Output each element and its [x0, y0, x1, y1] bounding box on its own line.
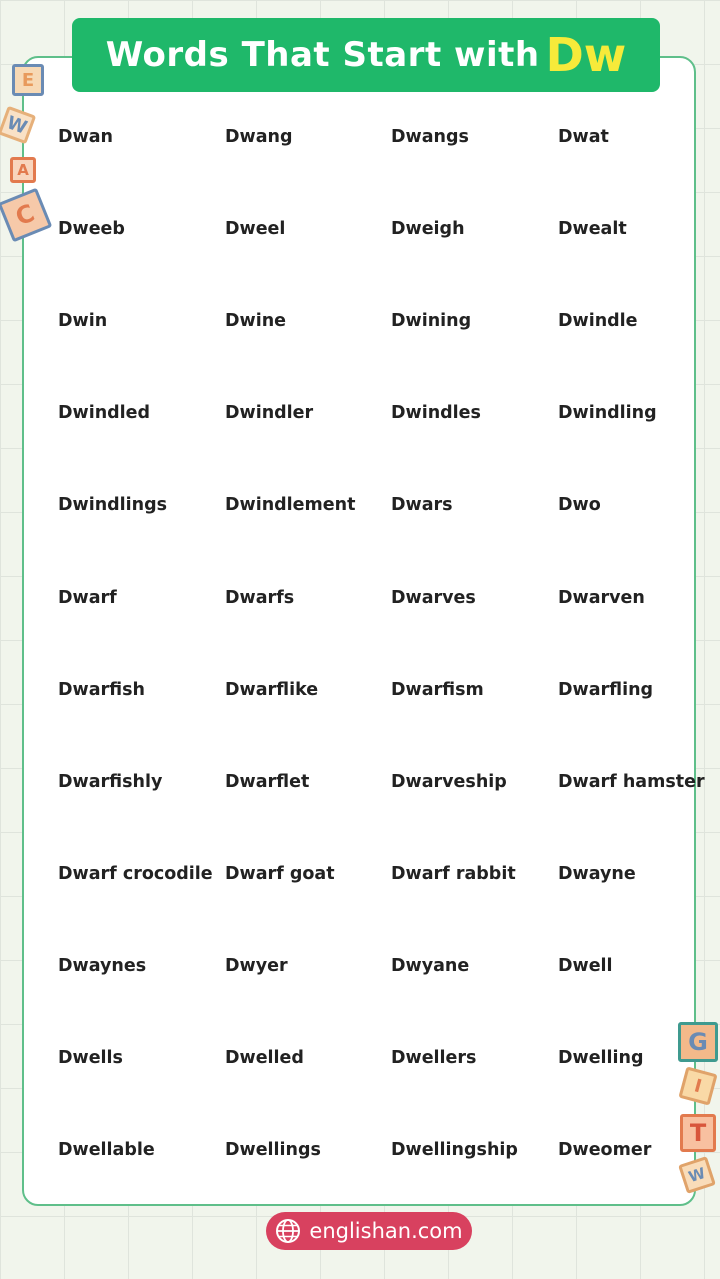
word-item: Dweomer: [558, 1140, 652, 1160]
word-item: Dwindles: [391, 403, 481, 423]
word-item: Dweigh: [391, 219, 465, 239]
word-item: Dwells: [58, 1048, 123, 1068]
word-item: Dwindler: [225, 403, 314, 423]
word-item: Dwealt: [558, 219, 627, 239]
word-item: Dwarveship: [391, 772, 507, 792]
word-item: Dwat: [558, 127, 609, 147]
letter-block-w-right: W: [678, 1156, 716, 1194]
word-item: Dwars: [391, 495, 453, 515]
word-item: Dwining: [391, 311, 472, 331]
letter-block-w: W: [0, 106, 36, 144]
word-item: Dwarfishly: [58, 772, 163, 792]
word-item: Dwarf goat: [225, 864, 335, 884]
word-item: Dwelled: [225, 1048, 304, 1068]
word-item: Dwellingship: [391, 1140, 518, 1160]
globe-icon: [275, 1218, 301, 1244]
letter-block-c: C: [0, 188, 52, 243]
word-item: Dwarves: [391, 588, 476, 608]
word-item: Dwarf crocodile: [58, 864, 213, 884]
word-item: Dwarfism: [391, 680, 484, 700]
page-title: Words That Start with: [105, 35, 540, 75]
word-item: Dwindlement: [225, 495, 356, 515]
word-item: Dwelling: [558, 1048, 644, 1068]
letter-block-t: T: [680, 1114, 716, 1152]
word-item: Dwyane: [391, 956, 470, 976]
letter-block-e: E: [12, 64, 44, 96]
word-item: Dwarven: [558, 588, 645, 608]
site-badge[interactable]: [266, 1212, 472, 1250]
word-item: Dwell: [558, 956, 613, 976]
word-item: Dwindled: [58, 403, 151, 423]
word-item: Dwindling: [558, 403, 657, 423]
word-item: Dwaynes: [58, 956, 147, 976]
word-item: Dwellings: [225, 1140, 321, 1160]
word-item: Dwarf: [58, 588, 117, 608]
word-item: Dwellers: [391, 1048, 477, 1068]
site-url: englishan.com: [309, 1219, 463, 1243]
word-item: Dwarfish: [58, 680, 145, 700]
word-item: Dwang: [225, 127, 293, 147]
word-item: Dwayne: [558, 864, 636, 884]
word-item: Dwarf rabbit: [391, 864, 516, 884]
title-accent-letters: Dw: [545, 28, 627, 82]
word-item: Dwan: [58, 127, 113, 147]
word-item: Dwarflike: [225, 680, 319, 700]
word-item: Dwindlings: [58, 495, 168, 515]
word-item: Dweel: [225, 219, 286, 239]
word-item: Dwine: [225, 311, 287, 331]
word-item: Dwellable: [58, 1140, 155, 1160]
word-item: Dwarfling: [558, 680, 654, 700]
word-item: Dwin: [58, 311, 108, 331]
letter-block-i: I: [678, 1066, 717, 1105]
word-item: Dwarf hamster: [558, 772, 705, 792]
word-item: Dwindle: [558, 311, 638, 331]
word-item: Dwangs: [391, 127, 469, 147]
letter-block-a: A: [10, 157, 36, 183]
word-item: Dwyer: [225, 956, 288, 976]
word-item: Dwo: [558, 495, 601, 515]
word-item: Dwarfs: [225, 588, 295, 608]
word-item: Dweeb: [58, 219, 125, 239]
letter-block-g: G: [678, 1022, 718, 1062]
word-item: Dwarflet: [225, 772, 310, 792]
